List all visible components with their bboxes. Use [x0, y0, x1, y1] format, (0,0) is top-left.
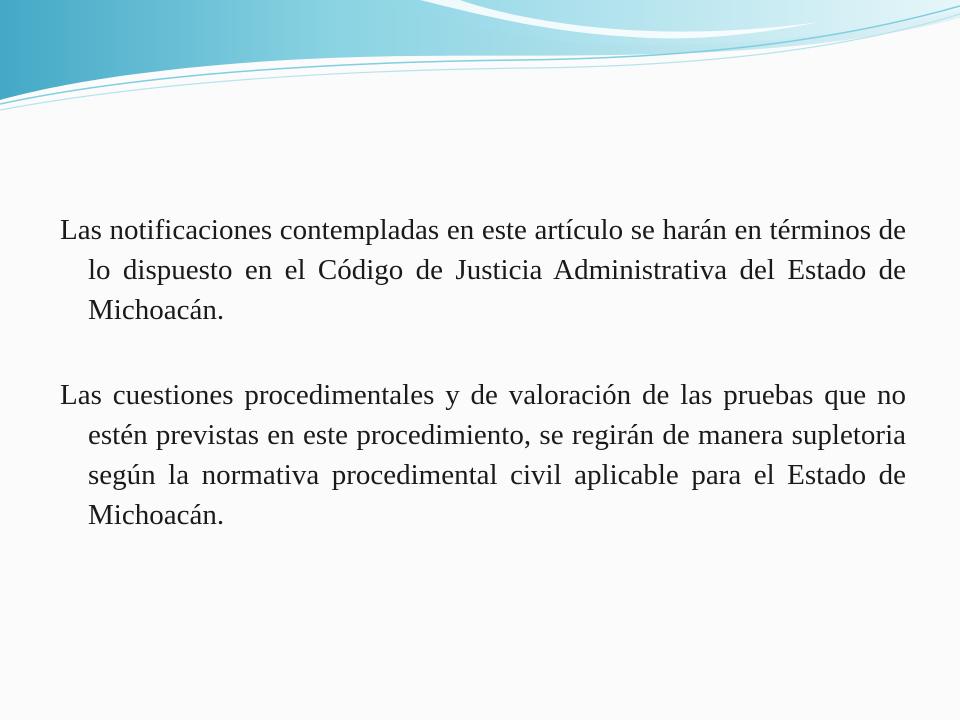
paragraph-cuestiones-procedimentales: Las cuestiones procedimentales y de valoración de las pruebas que no estén previstas en este procedimiento, se regirán de manera supletoria según la normativa procedimental civil aplicable para el Estado de Michoacán. — [60, 379, 906, 531]
slide-body — [60, 210, 906, 580]
header-wave-decoration — [0, 0, 960, 120]
paragraph-notificaciones: Las notificaciones contempladas en este artículo se harán en términos de lo dispuesto en el Código de Justicia Administrativa del Estado de Michoacán. — [60, 214, 906, 326]
